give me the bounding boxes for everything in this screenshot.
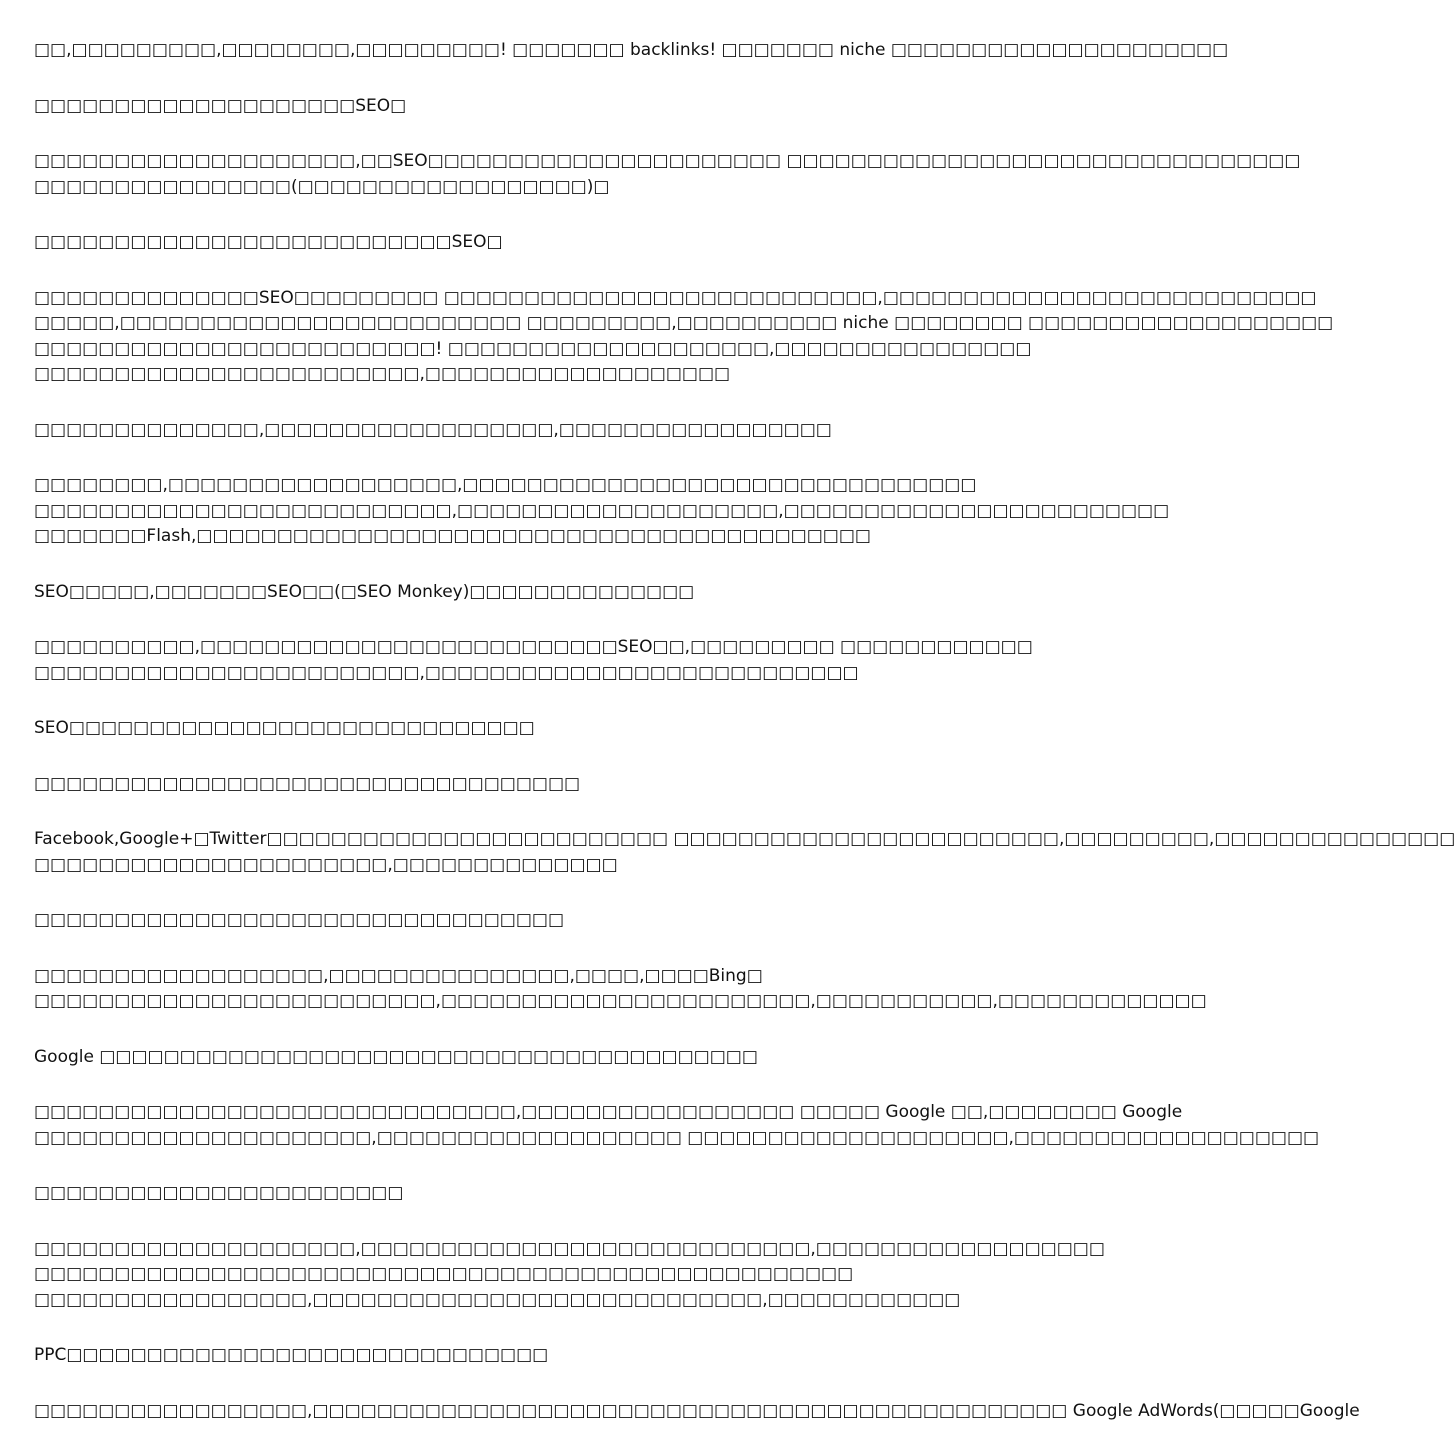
text-line: □□□□□□□□□□□□□□□□□□□□□□□□,□□□□□□□□□□□□□□□□□□□ [34, 364, 731, 384]
paragraph-8 [34, 580, 994, 606]
text-line: □□□□□□□□,□□□□□□□□□□□□□□□□□□,□□□□□□□□□□□□□□□□□□□□□□□□□□□□□□□□ [34, 475, 977, 495]
text-line: □□□□□□□□□□□□□□□□□□□□□□□□□□□□□□□□□□□□□□□□□□□□□□□□□□□ [34, 1264, 854, 1284]
text-line: Facebook,Google+□Twitter□□□□□□□□□□□□□□□□□□□□□□□□□ □□□□□□□□□□□□□□□□□□□□□□□□,□□□□□□□□□,□□□□□□□□□□□□□□□ [34, 829, 1455, 849]
text-line: □□□□□□□□□□□□□□□□□□□□□□□□□□,□□□□□□□□□□□□□□□□□□□□,□□□□□□□□□□□□□□□□□□□□□□□□ [34, 500, 1170, 521]
paragraph-4 [34, 230, 994, 256]
paragraph-10 [34, 716, 994, 742]
text-line: SEO□□□□□□□□□□□□□□□□□□□□□□□□□□□□□ [34, 718, 535, 738]
text-line: □□,□□□□□□□□□,□□□□□□□□,□□□□□□□□□! □□□□□□□ backlinks! □□□□□□□ niche □□□□□□□□□□□□□□□□□□□□□ [34, 40, 1229, 60]
text-line: □□□□□□□□□□□□□□□□□□□□,□□□□□□□□□□□□□□□□□□□□□□□□□□□□,□□□□□□□□□□□□□□□□□□ [34, 1238, 1105, 1259]
text-line: □□□□□□□□□□□□□□□□□□□□,□□SEO□□□□□□□□□□□□□□□□□□□□□□ □□□□□□□□□□□□□□□□□□□□□□□□□□□□□□□□ [34, 151, 1301, 171]
paragraph-9 [34, 635, 1033, 686]
paragraph-20 [34, 1399, 1360, 1425]
text-line: □□□□□□□□□□□□□□□□(□□□□□□□□□□□□□□□□□□)□ [34, 176, 610, 197]
text-line: □□□□□□□□□□□□□□□□□□□□□□□□□□SEO□ [34, 232, 503, 252]
text-line: □□□□□□□□□□□□□□□□□,□□□□□□□□□□□□□□□□□□□□□□□□□□□□,□□□□□□□□□□□□ [34, 1289, 961, 1310]
text-line: □□□□□□□□□□□□□□□□□□□□□□□□□□□□□□,□□□□□□□□□□□□□□□□□ □□□□□ Google □□,□□□□□□□□ Google [34, 1102, 1183, 1122]
paragraph-13 [34, 908, 994, 934]
text-line: PPC□□□□□□□□□□□□□□□□□□□□□□□□□□□□□□ [34, 1345, 549, 1365]
paragraph-2 [34, 94, 994, 120]
paragraph-5 [34, 286, 1334, 388]
text-line: □□□□□□□□□□,□□□□□□□□□□□□□□□□□□□□□□□□□□SEO□□,□□□□□□□□□ □□□□□□□□□□□□ [34, 637, 1033, 657]
paragraph-11 [34, 772, 994, 798]
paragraph-15 [34, 1045, 994, 1071]
paragraph-1 [34, 38, 1229, 64]
paragraph-19 [34, 1343, 994, 1369]
text-line: □□□□□□□□□□□□□□□□□,□□□□□□□□□□□□□□□□□□□□□□□□□□□□□□□□□□□□□□□□□□□□□□□ Google AdWords(□□□□□Google [34, 1400, 1360, 1421]
text-line: □□□□□□□□□□□□□□□□□□□□□□□□□,□□□□□□□□□□□□□□□□□□□□□□□,□□□□□□□□□□□,□□□□□□□□□□□□□ [34, 991, 1207, 1011]
text-line: □□□□□□□□□□□□□□,□□□□□□□□□□□□□□□□□□,□□□□□□□□□□□□□□□□□ [34, 419, 832, 440]
paragraph-17 [34, 1181, 994, 1207]
paragraph-14 [34, 964, 1207, 1015]
paragraph-12 [34, 827, 1455, 878]
text-line: □□□□□,□□□□□□□□□□□□□□□□□□□□□□□□□ □□□□□□□□□,□□□□□□□□□□ niche □□□□□□□□ □□□□□□□□□□□□□□□□□□□ [34, 313, 1334, 333]
paragraph-16 [34, 1100, 1320, 1151]
text-line: □□□□□□□□□□□□□□□□□□□□□□□□,□□□□□□□□□□□□□□□□□□□□□□□□□□□ [34, 662, 859, 683]
paragraph-3 [34, 149, 1301, 200]
text-line: □□□□□□□□□□□□□□□□□□□□□,□□□□□□□□□□□□□□□□□□□ □□□□□□□□□□□□□□□□□□□□,□□□□□□□□□□□□□□□□□□□ [34, 1127, 1320, 1148]
paragraph-6 [34, 418, 994, 444]
text-line: □□□□□□□□□□□□□□□□□□,□□□□□□□□□□□□□□□,□□□□,□□□□Bing□ [34, 965, 763, 986]
text-line: □□□□□□□□□□□□□□□□□□□□□□□□□□□□□□□□□ [34, 910, 565, 930]
document-body [34, 38, 1455, 1454]
text-line: □□□□□□□Flash,□□□□□□□□□□□□□□□□□□□□□□□□□□□□□□□□□□□□□□□□□□ [34, 526, 871, 546]
text-line: □□□□□□□□□□□□□□□□□□□□SEO□ [34, 95, 407, 116]
text-line: □□□□□□□□□□□□□□□□□□□□□□□□□□□□□□□□□□ [34, 773, 581, 794]
paragraph-18 [34, 1237, 1105, 1314]
text-line: □□□□□□□□□□□□□□□□□□□□□□□□□! □□□□□□□□□□□□□□□□□□□□,□□□□□□□□□□□□□□□□ [34, 338, 1032, 359]
text-line: □□□□□□□□□□□□□□□□□□□□□□□ [34, 1183, 404, 1203]
text-line: Google □□□□□□□□□□□□□□□□□□□□□□□□□□□□□□□□□□□□□□□□□ [34, 1046, 758, 1067]
text-line: □□□□□□□□□□□□□□SEO□□□□□□□□□ □□□□□□□□□□□□□□□□□□□□□□□□□□□,□□□□□□□□□□□□□□□□□□□□□□□□□□□ [34, 287, 1317, 308]
text-line: SEO□□□□□,□□□□□□□SEO□□(□SEO Monkey)□□□□□□□□□□□□□□ [34, 581, 695, 602]
paragraph-7 [34, 473, 1170, 550]
text-line: □□□□□□□□□□□□□□□□□□□□□□,□□□□□□□□□□□□□□ [34, 854, 618, 875]
